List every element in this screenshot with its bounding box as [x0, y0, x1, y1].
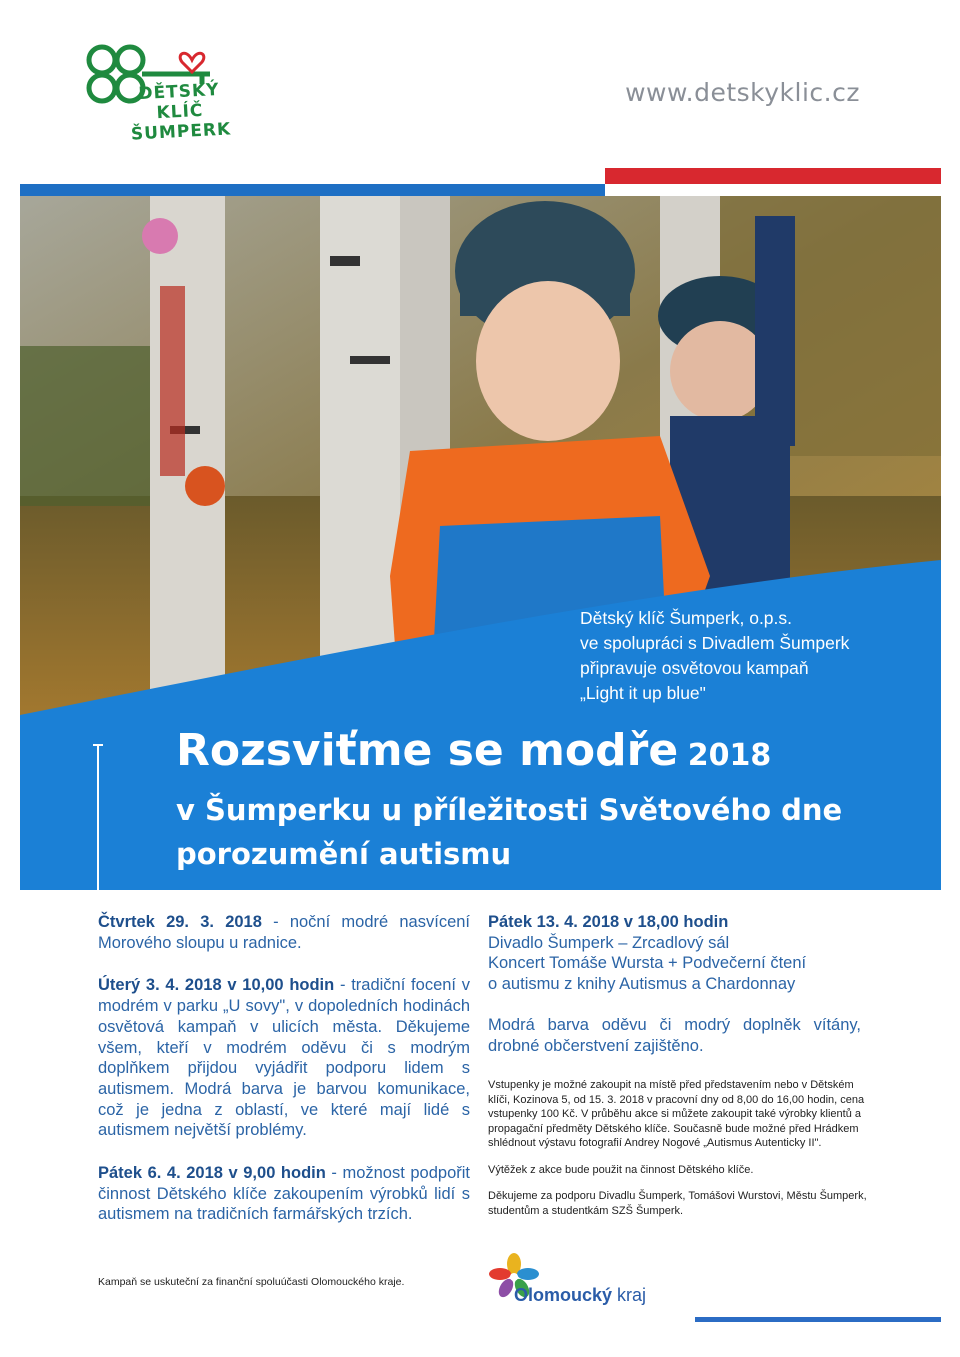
sponsor-name-bold: Olomoucký	[514, 1285, 613, 1305]
title-marker	[93, 744, 103, 890]
red-accent-bar	[605, 168, 941, 184]
intro-line: ve spolupráci s Divadlem Šumperk	[580, 633, 850, 653]
intro-line: Dětský klíč Šumperk, o.p.s.	[580, 608, 793, 628]
event-program-detail: o autismu z knihy Autismus a Chardonnay	[488, 975, 796, 994]
website-url[interactable]: www.detskyklic.cz	[625, 78, 860, 107]
intro-text	[580, 606, 900, 706]
logo-line-2: KLÍČ	[156, 100, 204, 124]
funding-footnote: Kampaň se uskuteční za finanční spoluúčasti Olomouckého kraje.	[98, 1276, 405, 1288]
event-date: Čtvrtek 29. 3. 2018	[98, 913, 262, 931]
blue-accent-bar	[20, 184, 605, 196]
event-item	[98, 912, 470, 953]
event-venue: Divadlo Šumperk – Zrcadlový sál	[488, 933, 730, 952]
sponsor-name-rest: kraj	[612, 1285, 647, 1305]
event-item	[98, 975, 470, 1141]
ticket-info	[488, 1078, 868, 1230]
intro-line: „Light it up blue"	[580, 683, 706, 703]
events-left-column	[98, 912, 470, 1247]
subtitle-line-2: porozumění autismu	[176, 837, 512, 871]
proceeds-paragraph: Výtěžek z akce bude použit na činnost Dětského klíče.	[488, 1163, 754, 1176]
event-description: - možnost podpořit činnost Dětského klíče zakoupením výrobků lidí s autismem na tradičních farmářských trzích.	[98, 1164, 470, 1224]
event-program: Koncert Tomáše Wursta + Podvečerní čtení	[488, 954, 807, 973]
olomoucky-kraj-wordmark	[514, 1285, 646, 1306]
event-date: Pátek 6. 4. 2018 v 9,00 hodin	[98, 1164, 326, 1183]
logo-line-3: ŠUMPERK	[130, 119, 232, 145]
intro-line: připravuje osvětovou kampaň	[580, 658, 809, 678]
event-description: - tradiční focení v modrém v parku „U sovy", v dopoledních hodinách osvětová kampaň v ulicích města. Děkujeme všem, kteří v modrém oděvu či s modrým doplňkem přijdou vyjádřit podporu lidem s autismem. Modrá barva je barvou komunikace, což je jedna z oblastí, ve které mají lidé s autismem největší problémy.	[98, 976, 470, 1140]
logo-wordmark	[119, 79, 242, 145]
page-title	[176, 725, 771, 776]
subtitle-line-1: v Šumperku u příležitosti Světového dne	[176, 793, 843, 827]
logo-line-1: DĚTSKÝ	[137, 79, 220, 105]
subtitle	[176, 788, 842, 876]
thanks-paragraph: Děkujeme za podporu Divadlu Šumperk, Tomášovi Wurstovi, Městu Šumperk, studentům a studentkám SZŠ Šumperk.	[488, 1190, 867, 1217]
event-item	[98, 1163, 470, 1225]
title-year: 2018	[687, 738, 772, 773]
bottom-accent-line	[695, 1317, 941, 1322]
dress-note: Modrá barva oděvu či modrý doplněk vítány, drobné občerstvení zajištěno.	[488, 1015, 861, 1055]
title-main: Rozsviťme se modře	[176, 725, 679, 776]
event-date: Pátek 13. 4. 2018 v 18,00 hodin	[488, 913, 729, 931]
event-description: - noční modré nasvícení Morového sloupu u radnice.	[98, 913, 471, 952]
ticket-paragraph: Vstupenky je možné zakoupit na místě před představením nebo v Dětském klíči, Kozinova 5, od 15. 3. 2018 v pracovní dny od 8,00 do 16,00 hodin, cena vstupenky 100 Kč. V průběhu akce si můžete zakoupit také výrobky klientů a propagační předměty Dětského klíče. Současně bude možné před Hrádkem shlédnout výstavu fotografií Andrey Nogové „Autismus Autenticky II".	[488, 1079, 865, 1149]
event-date: Úterý 3. 4. 2018 v 10,00 hodin	[98, 976, 335, 995]
events-right-column	[488, 912, 861, 1078]
